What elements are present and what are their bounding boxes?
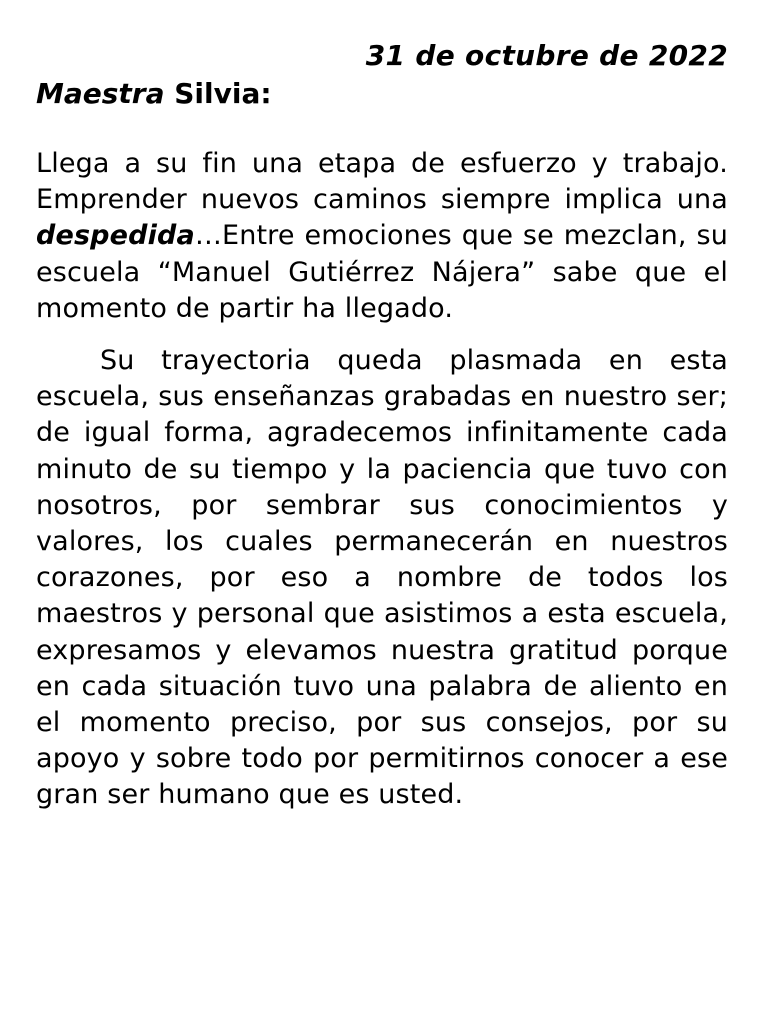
- letter-paragraph-1: [36, 146, 728, 327]
- greeting-name: Silvia:: [174, 77, 272, 110]
- letter-page: [36, 36, 728, 814]
- paragraph-1-emphasis: despedida: [36, 220, 195, 252]
- paragraph-1-end: …Entre emociones que se mezclan, su escuela “Manuel Gutiérrez Nájera” sabe que el momento de partir ha llegado.: [36, 220, 728, 324]
- greeting-title: Maestra: [36, 77, 165, 110]
- letter-date: 31 de octubre de 2022: [365, 39, 728, 72]
- letter-paragraph-2: Su trayectoria queda plasmada en esta escuela, sus enseñanzas grabadas en nuestro ser; de igual forma, agradecemos infinitamente cada minuto de su tiempo y la paciencia que tuvo con nosotros, por sembrar sus conocimientos y valores, los cuales permanecerán en nuestros corazones, por eso a nombre de todos los maestros y personal que asistimos a esta escuela, expresamos y elevamos nuestra gratitud porque en cada situación tuvo una palabra de aliento en el momento preciso, por sus consejos, por su apoyo y sobre todo por permitirnos conocer a ese gran ser humano que es usted.: [36, 345, 728, 811]
- paragraph-1-start: Llega a su fin una etapa de esfuerzo y trabajo. Emprender nuevos caminos siempre implica una: [36, 148, 728, 216]
- letter-greeting: [36, 76, 728, 112]
